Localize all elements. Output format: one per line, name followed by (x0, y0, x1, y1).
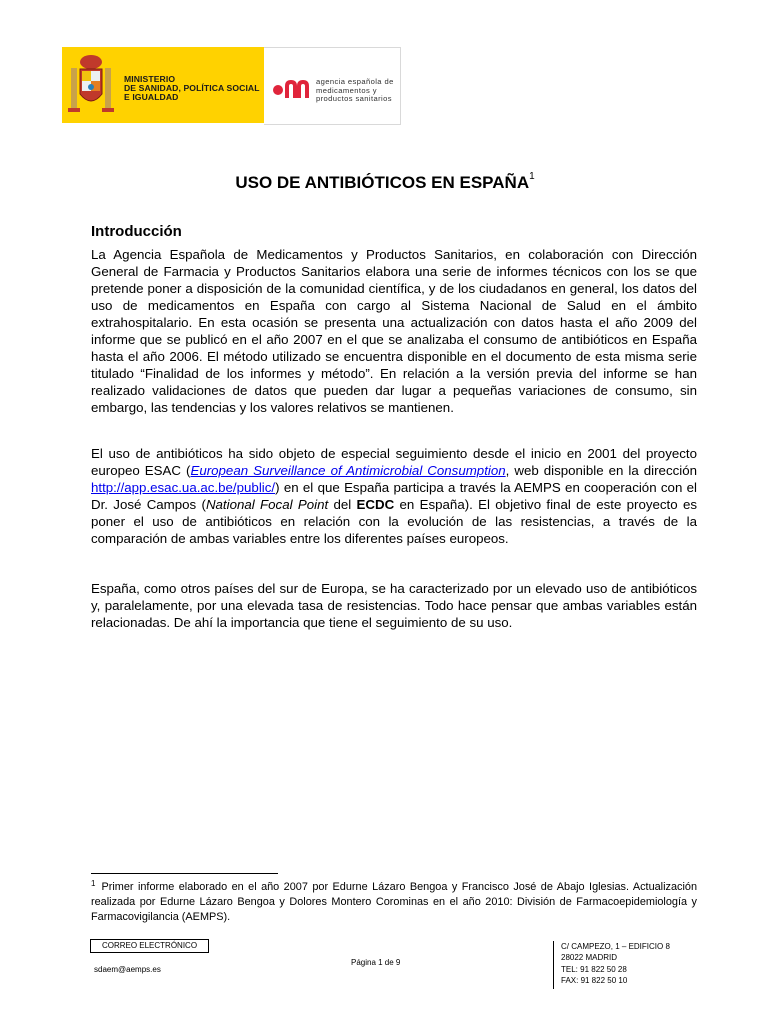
page-number: Página 1 de 9 (351, 958, 401, 967)
footnote-mark: 1 (91, 879, 96, 888)
paragraph-text: del (328, 497, 357, 512)
document-title-text: USO DE ANTIBIÓTICOS EN ESPAÑA (235, 173, 530, 192)
paragraph-esac (91, 445, 697, 547)
national-focal-point-text: National Focal Point (205, 497, 329, 512)
document-title (0, 173, 770, 193)
ministry-logo-band (62, 47, 264, 123)
agency-name: agencia española de medicamentos y productos sanitarios (316, 77, 394, 104)
paragraph-spain-resistance: España, como otros países del sur de Europa, se ha caracterizado por un elevado uso de antibióticos y, paralelamente, por una elevada tasa de resistencias. Todo hace pensar que ambas variables están relacionadas. De ahí la importancia que tiene el seguimiento de su uso. (91, 581, 697, 630)
address-line: 28022 MADRID (561, 953, 618, 963)
agency-logo-box (264, 47, 401, 125)
paragraph-text: ) en el que España participa a través la AEMPS en cooperación con el Dr. José Campos ( (91, 480, 697, 512)
ecdc-text: ECDC (356, 497, 395, 512)
paragraph-text: en España). El objetivo final de este proyecto es poner el uso de antibióticos en relación con la evolución de las resistencias, a través de la comparación de ambas variables entre los diferentes países europeos. (91, 497, 697, 546)
footnote-text: Primer informe elaborado en el año 2007 por Edurne Lázaro Bengoa y Francisco José de Abajo Iglesias. Actualización realizada por Edurne Lázaro Bengoa y Dolores Montero Corominas en el año 2010: División de Farmacoepidemiología y Farmacovigilancia (AEMPS). (91, 881, 697, 923)
postal-address (553, 941, 670, 989)
footnote-divider (91, 873, 278, 874)
title-footnote-mark: 1 (529, 171, 535, 183)
footnote (91, 880, 697, 925)
esac-url-link[interactable]: http://app.esac.ua.ac.be/public/ (91, 480, 276, 495)
aemps-logo-icon (273, 76, 311, 98)
email-label: CORREO ELECTRÓNICO (90, 939, 209, 953)
address-phone: TEL: 91 822 50 28 (561, 964, 627, 974)
paragraph-text: El uso de antibióticos ha sido objeto de especial seguimiento desde el inicio en 2001 del proyecto europeo ESAC ( (91, 446, 697, 478)
section-heading: Introducción (91, 223, 182, 240)
address-fax: FAX: 91 822 50 10 (561, 975, 628, 985)
address-line: C/ CAMPEZO, 1 – EDIFICIO 8 (561, 942, 670, 951)
paragraph-introduction: La Agencia Española de Medicamentos y Productos Sanitarios, en colaboración con Dirección General de Farmacia y Productos Sanitarios elabora una serie de informes técnicos con los se que pretende poner a disposición de la comunidad científica, y de los ciudadanos en general, los datos del uso de medicamentos en España con cargo al Sistema Nacional de Salud en el ámbito extrahospitalario. En esta ocasión se presenta una actualización con datos hasta el año 2009 del informe que se publicó en el año 2007 en el que se analizaba el consumo de antibióticos en España hasta el año 2006. El método utilizado se encuentra disponible en el documento de esta misma serie titulado “Finalidad de los informes y método”. En relación a la versión previa del informe se han realizado validaciones de datos que pueden dar lugar a pequeñas variaciones de consumo, sin embargo, las tendencias y los valores relativos se mantienen. (91, 247, 697, 415)
ministry-name: MINISTERIO DE SANIDAD, POLÍTICA SOCIAL E IGUALDAD (124, 74, 260, 102)
esac-link[interactable]: European Surveillance of Antimicrobial Consumption (190, 463, 506, 478)
contact-email[interactable]: sdaem@aemps.es (94, 965, 161, 974)
paragraph-text: , web disponible en la dirección (505, 463, 697, 478)
coat-of-arms-icon (65, 52, 117, 118)
